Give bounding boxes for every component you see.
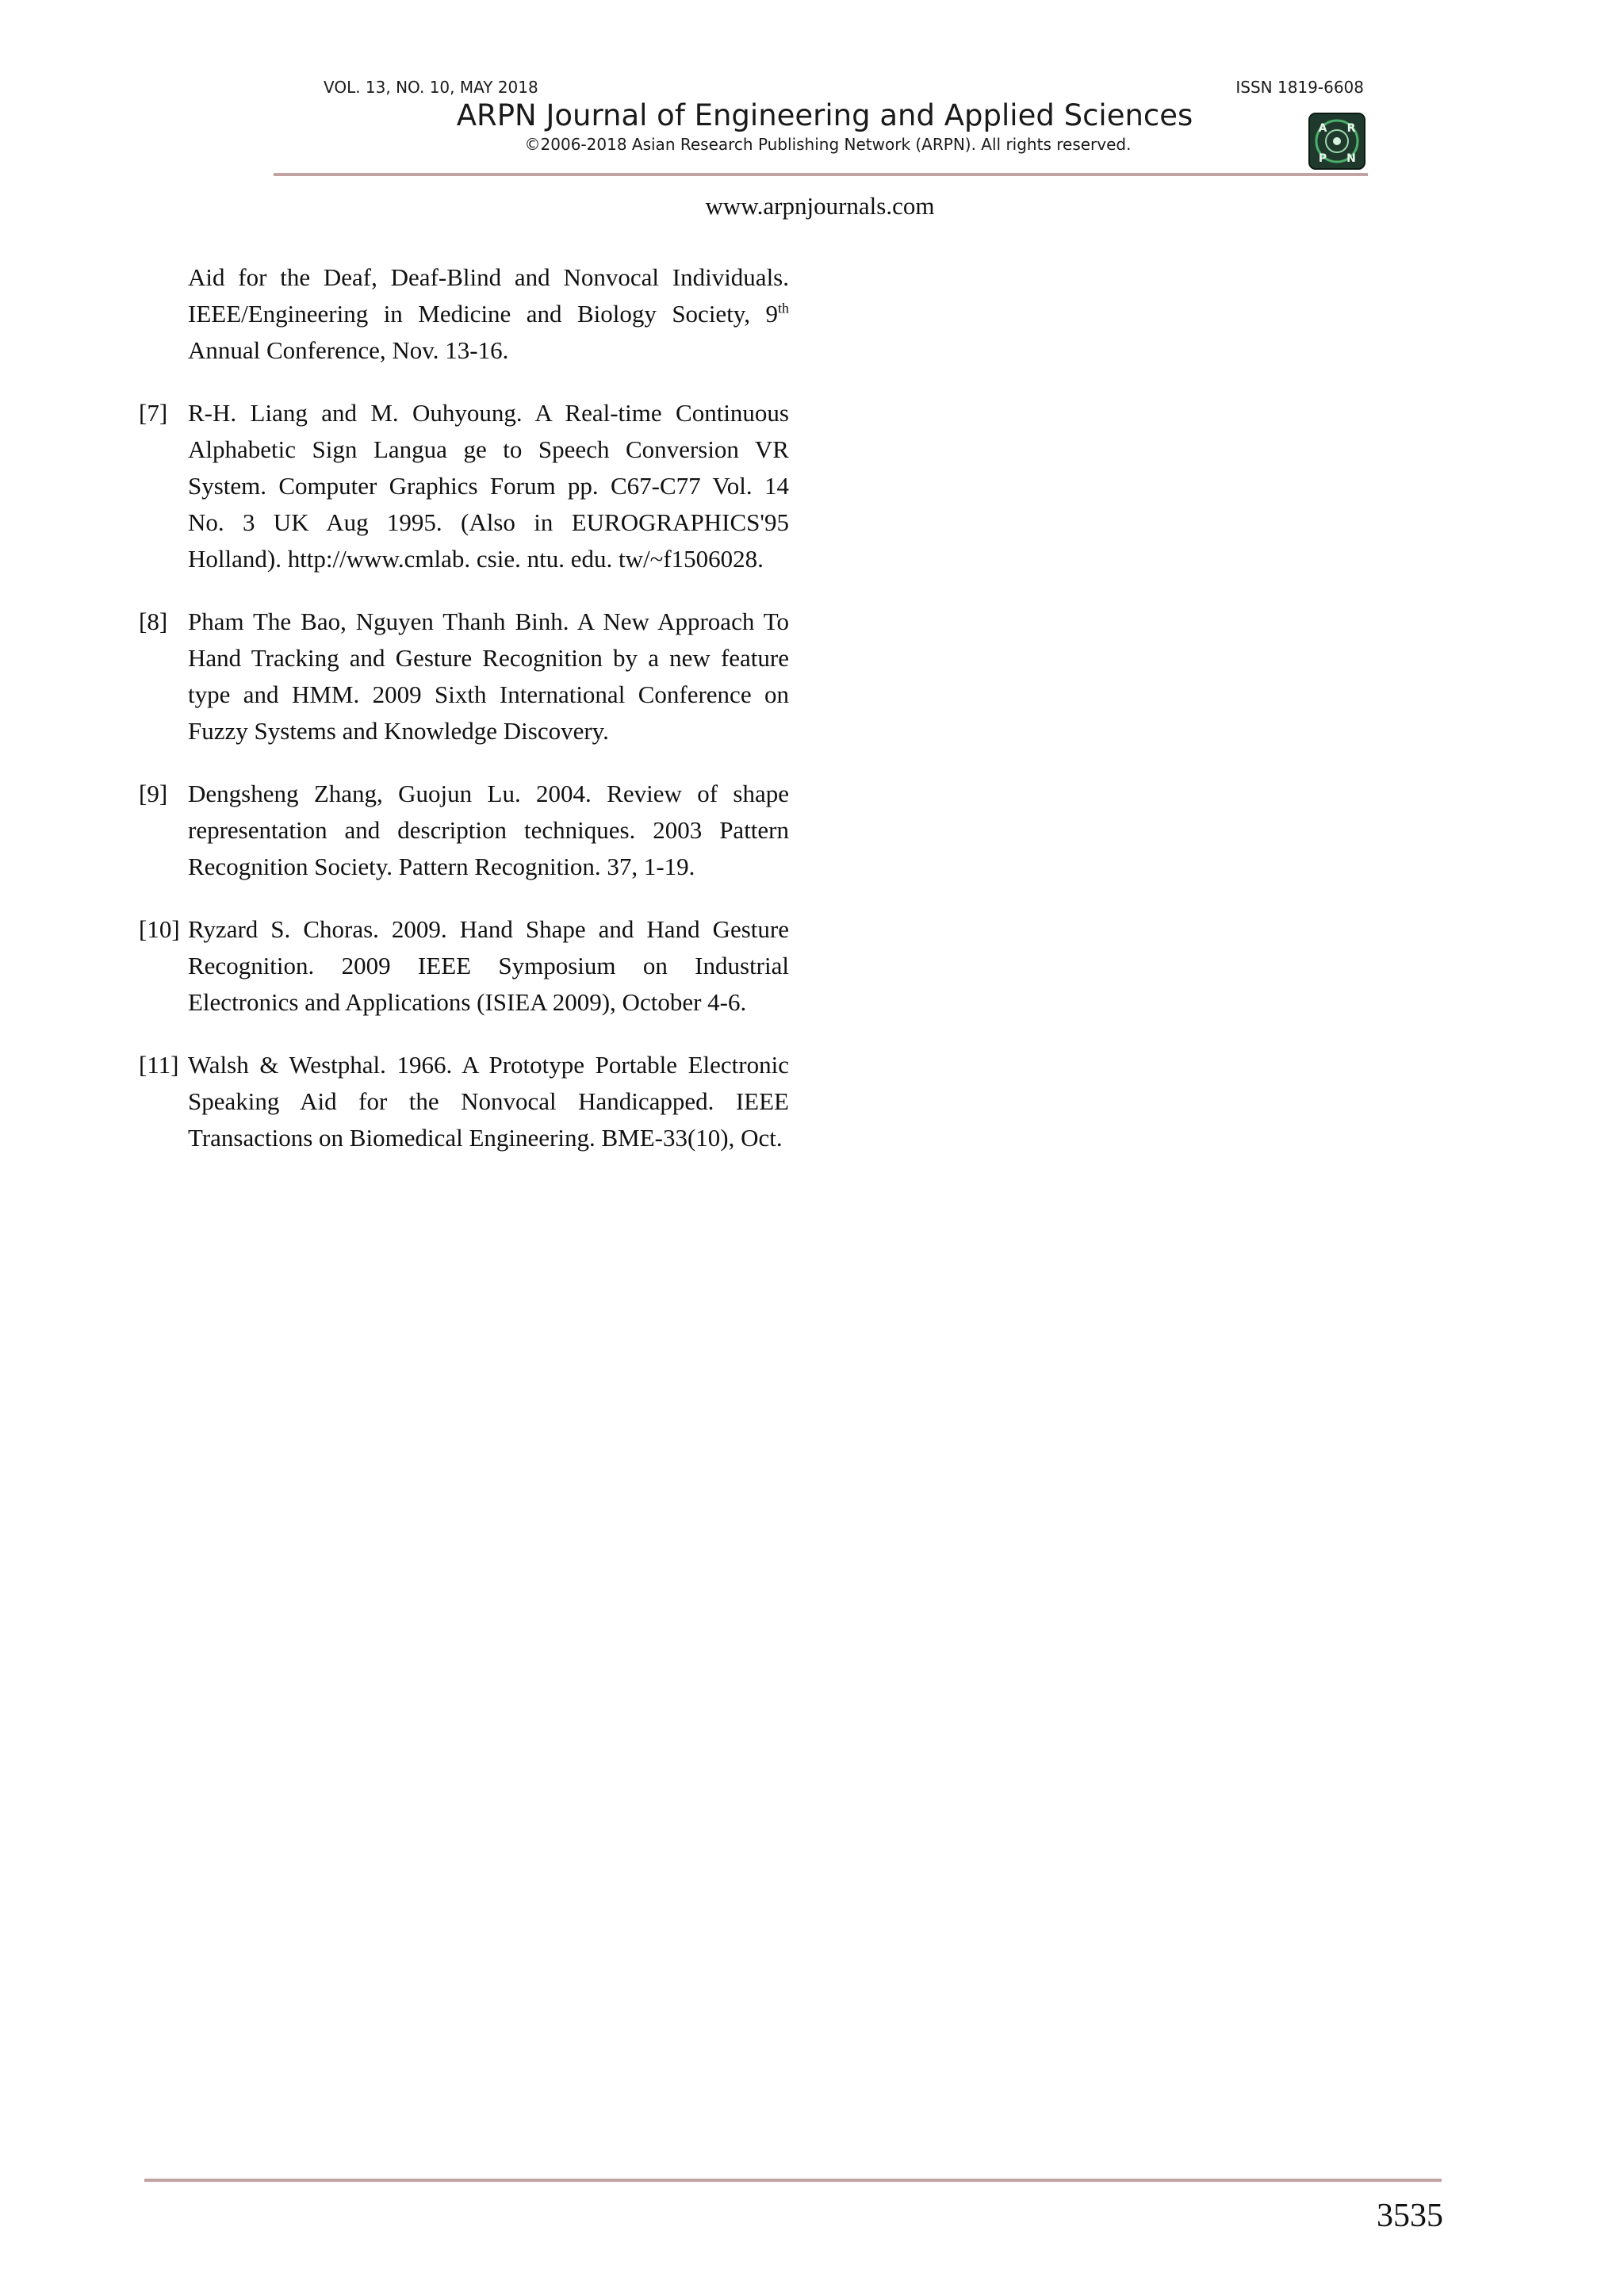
journal-url[interactable]: www.arpnjournals.com	[705, 192, 935, 220]
reference-continuation	[139, 259, 789, 369]
reference-number: [8]	[139, 608, 168, 635]
reference-number: [7]	[139, 399, 168, 427]
issn: ISSN 1819-6608	[1235, 78, 1364, 97]
reference-text: Aid for the Deaf, Deaf-Blind and Nonvocal Individuals. IEEE/Engineering in Medicine and Biology Society, 9th Annual Conference, Nov. 13-16.	[188, 263, 789, 364]
reference-text: Dengsheng Zhang, Guojun Lu. 2004. Review of shape representation and description techniques. 2003 Pattern Recognition Society. Pattern Recognition. 37, 1-19.	[188, 780, 789, 880]
header-divider	[274, 173, 1368, 176]
reference-7	[139, 395, 789, 577]
reference-10	[139, 911, 789, 1021]
volume-info: VOL. 13, NO. 10, MAY 2018	[324, 78, 538, 97]
reference-8	[139, 604, 789, 749]
logo-letter-n: N	[1346, 152, 1356, 165]
reference-number: [11]	[139, 1051, 179, 1079]
journal-title: ARPN Journal of Engineering and Applied Sciences	[456, 98, 1193, 132]
logo-letter-a: A	[1318, 122, 1327, 135]
reference-text: Pham The Bao, Nguyen Thanh Binh. A New Approach To Hand Tracking and Gesture Recognition by a new feature type and HMM. 2009 Sixth International Conference on Fuzzy Systems and Knowledge Discovery.	[188, 608, 789, 745]
reference-number: [10]	[139, 915, 180, 943]
page-number: 3535	[1377, 2198, 1443, 2234]
reference-text: Ryzard S. Choras. 2009. Hand Shape and Hand Gesture Recognition. 2009 IEEE Symposium on Industrial Electronics and Applications (ISIEA 2009), October 4-6.	[188, 915, 789, 1016]
reference-list	[139, 252, 789, 1182]
reference-number: [9]	[139, 780, 168, 807]
logo-letter-p: P	[1318, 152, 1327, 165]
logo-letter-r: R	[1346, 122, 1356, 135]
reference-text: Walsh & Westphal. 1966. A Prototype Portable Electronic Speaking Aid for the Nonvocal Handicapped. IEEE Transactions on Biomedical Engineering. BME-33(10), Oct.	[188, 1051, 789, 1152]
copyright-notice: ©2006-2018 Asian Research Publishing Network (ARPN). All rights reserved.	[524, 135, 1132, 154]
reference-9	[139, 776, 789, 885]
reference-11	[139, 1047, 789, 1156]
arpn-logo-icon	[1308, 113, 1365, 170]
footer-divider	[144, 2179, 1442, 2182]
reference-text: R-H. Liang and M. Ouhyoung. A Real-time Continuous Alphabetic Sign Langua ge to Speech Conversion VR System. Computer Graphics Forum pp. C67-C77 Vol. 14 No. 3 UK Aug 1995. (Also in EUROGRAPHICS'95 Holland). http://www.cmlab. csie. ntu. edu. tw/~f1506028.	[188, 399, 789, 573]
